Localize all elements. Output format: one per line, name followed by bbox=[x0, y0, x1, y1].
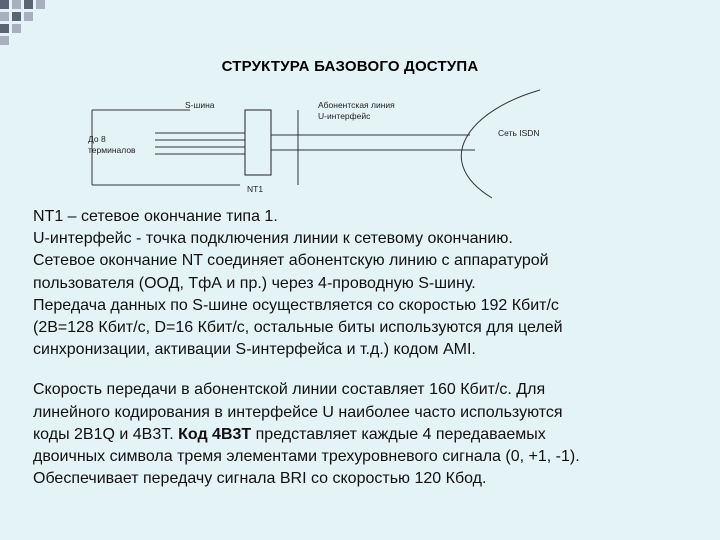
text-line: пользователя (ООД, ТфА и пр.) через 4-проводную S-шину. bbox=[33, 274, 476, 292]
body-text bbox=[33, 206, 703, 490]
text-line: (2B=128 Кбит/с, D=16 Кбит/с, остальные биты используются для целей bbox=[33, 319, 563, 337]
terminals-label-line2: терминалов bbox=[88, 145, 136, 155]
text-line: NT1 – сетевое окончание типа 1. bbox=[33, 208, 278, 225]
text-line: линейного кодирования в интерфейсе U наиболее часто используются bbox=[33, 403, 563, 421]
u-interface-label: U-интерфейс bbox=[318, 111, 371, 121]
text-line: Скорость передачи в абонентской линии составляет 160 Кбит/с. Для bbox=[33, 381, 546, 399]
nt1-box bbox=[245, 110, 271, 175]
subscriber-line-label: Абонентская линия bbox=[318, 100, 395, 110]
nt1-label: NT1 bbox=[247, 184, 264, 194]
text-span: коды 2B1Q и 4B3T. bbox=[33, 425, 174, 443]
text-bold: Код 4B3T bbox=[178, 425, 252, 443]
text-line: двоичных символа тремя элементами трехуровневого сигнала (0, +1, -1). bbox=[33, 448, 580, 466]
text-line-mixed bbox=[33, 424, 703, 446]
text-line: Сетевое окончание NT соединяет абонентскую линию с аппаратурой bbox=[33, 252, 549, 270]
isdn-network-arc bbox=[461, 90, 540, 198]
diagram-title: СТРУКТУРА БАЗОВОГО ДОСТУПА bbox=[221, 58, 479, 75]
s-bus-label: S-шина bbox=[185, 100, 215, 110]
text-span: представляет каждые 4 передаваемых bbox=[255, 425, 546, 443]
terminals-label-line1: До 8 bbox=[88, 134, 106, 144]
text-line: U-интерфейс - точка подключения линии к сетевому окончанию. bbox=[33, 230, 513, 248]
text-line: синхронизации, активации S-интерфейса и т.д.) кодом AMI. bbox=[33, 341, 476, 359]
text-line: Передача данных по S-шине осуществляется со скоростью 192 Кбит/с bbox=[33, 296, 559, 314]
isdn-network-label: Сеть ISDN bbox=[498, 128, 540, 138]
text-line: Обеспечивает передачу сигнала BRI со скоростью 120 Кбод. bbox=[33, 470, 487, 488]
